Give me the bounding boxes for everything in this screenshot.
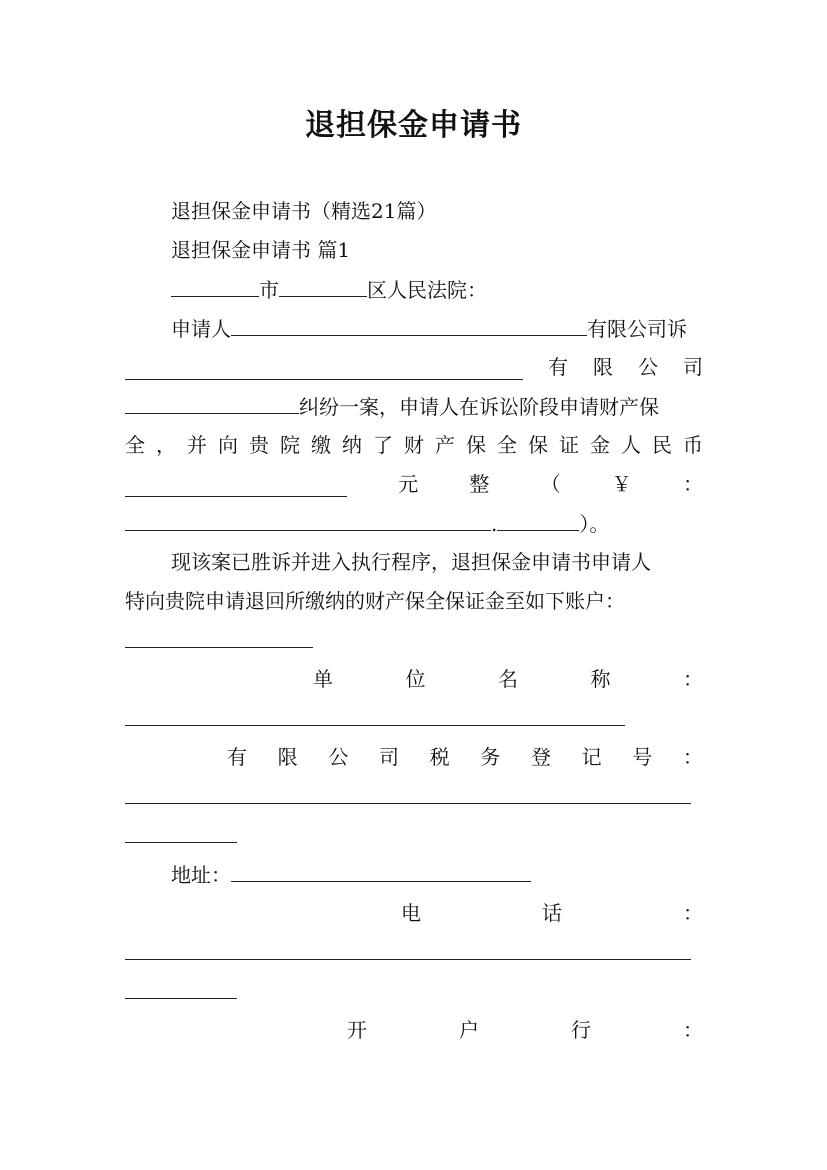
char: 行 <box>571 1018 591 1042</box>
amount-close: ）。 <box>579 512 610 536</box>
char: 有 <box>548 355 568 379</box>
unit-name-line <box>125 666 703 692</box>
char: 产 <box>435 433 455 457</box>
phone-blank-line-2 <box>125 978 703 1004</box>
defendant-blank <box>125 359 523 380</box>
char: 元 <box>398 472 419 496</box>
char: 证 <box>559 433 579 457</box>
char: 名 <box>498 667 518 691</box>
char: 记 <box>581 745 602 769</box>
char: 司 <box>378 745 399 769</box>
phone-blank-line <box>125 939 703 965</box>
amount-figure-line <box>125 510 703 536</box>
amount-line <box>125 471 703 497</box>
char: 财 <box>404 433 424 457</box>
char: 电 <box>401 901 421 925</box>
char: 限 <box>277 745 298 769</box>
court-line <box>125 276 703 302</box>
char: 单 <box>313 667 333 691</box>
char: 了 <box>373 433 393 457</box>
char: ， <box>156 433 176 457</box>
char: 币 <box>683 433 703 457</box>
char: 金 <box>590 433 610 457</box>
char: 并 <box>187 433 207 457</box>
document-title: 退担保金申请书 <box>305 108 522 143</box>
char: （ <box>540 472 561 496</box>
char: 话 <box>542 901 562 925</box>
tax-no-blank <box>125 783 691 804</box>
char: 院 <box>280 433 300 457</box>
para2-line2: 特向贵院申请退回所缴纳的财产保全保证金至如下账户： <box>125 589 625 613</box>
char: ： <box>682 472 703 496</box>
phone-blank-2 <box>125 978 237 999</box>
char: 贵 <box>249 433 269 457</box>
applicant-label: 申请人 <box>171 317 231 341</box>
para2-line1: 现该案已胜诉并进入执行程序，退担保金申请书申请人 <box>171 550 651 574</box>
applicant-suffix: 有限公司诉 <box>587 317 687 341</box>
account-line <box>125 627 703 653</box>
defendant-line <box>125 354 703 380</box>
char: 全 <box>125 433 145 457</box>
city-label: 市 <box>259 278 279 302</box>
unit-name-blank-line <box>125 705 703 731</box>
char: 保 <box>466 433 486 457</box>
char: 全 <box>497 433 517 457</box>
amount-dot: . <box>491 512 498 536</box>
amount-words-blank <box>125 476 347 497</box>
city-blank <box>171 276 259 297</box>
colon: ： <box>682 745 703 769</box>
char: 向 <box>218 433 238 457</box>
address-line <box>125 861 703 887</box>
case-line <box>125 393 703 419</box>
char: 民 <box>652 433 672 457</box>
piece-heading: 退担保金申请书 篇1 <box>171 238 351 262</box>
char: 纳 <box>342 433 362 457</box>
applicant-blank <box>231 315 587 336</box>
char: 限 <box>593 355 613 379</box>
court-label: 区人民法院： <box>367 278 487 302</box>
tax-no-line <box>125 744 703 770</box>
subtitle: 退担保金申请书（精选21篇） <box>171 199 437 223</box>
colon: ： <box>683 667 703 691</box>
char: 整 <box>469 472 490 496</box>
case-text: 纠纷一案，申请人在诉讼阶段申请财产保 <box>299 395 659 419</box>
char: 司 <box>683 355 703 379</box>
applicant-line <box>125 315 703 341</box>
char: 有 <box>227 745 247 769</box>
char: 位 <box>405 667 426 691</box>
account-blank <box>125 627 313 648</box>
phone-blank <box>125 939 691 960</box>
tax-no-blank-2 <box>125 822 237 843</box>
char: 称 <box>590 667 611 691</box>
case-blank <box>125 393 299 414</box>
char: 税 <box>429 745 450 769</box>
char: 缴 <box>311 433 331 457</box>
tax-no-blank-line-2 <box>125 822 703 848</box>
char: ￥ <box>611 472 632 496</box>
char: 户 <box>459 1018 479 1042</box>
char: 务 <box>480 745 501 769</box>
colon: ： <box>683 901 703 925</box>
char: 开 <box>347 1018 367 1042</box>
district-blank <box>279 276 367 297</box>
amount-decimal-blank <box>497 510 579 531</box>
char: 号 <box>632 745 653 769</box>
address-label: 地址： <box>171 863 231 887</box>
char: 公 <box>328 745 349 769</box>
deposit-line <box>125 432 703 458</box>
char: 登 <box>530 745 551 769</box>
char: 保 <box>528 433 548 457</box>
char: 人 <box>621 433 641 457</box>
char: 公 <box>638 355 658 379</box>
phone-line <box>125 900 703 926</box>
address-blank <box>231 861 531 882</box>
amount-integer-blank <box>125 510 491 531</box>
unit-name-blank <box>125 705 625 726</box>
tax-no-blank-line <box>125 783 703 809</box>
colon: ： <box>683 1018 703 1042</box>
bank-line <box>125 1017 703 1043</box>
